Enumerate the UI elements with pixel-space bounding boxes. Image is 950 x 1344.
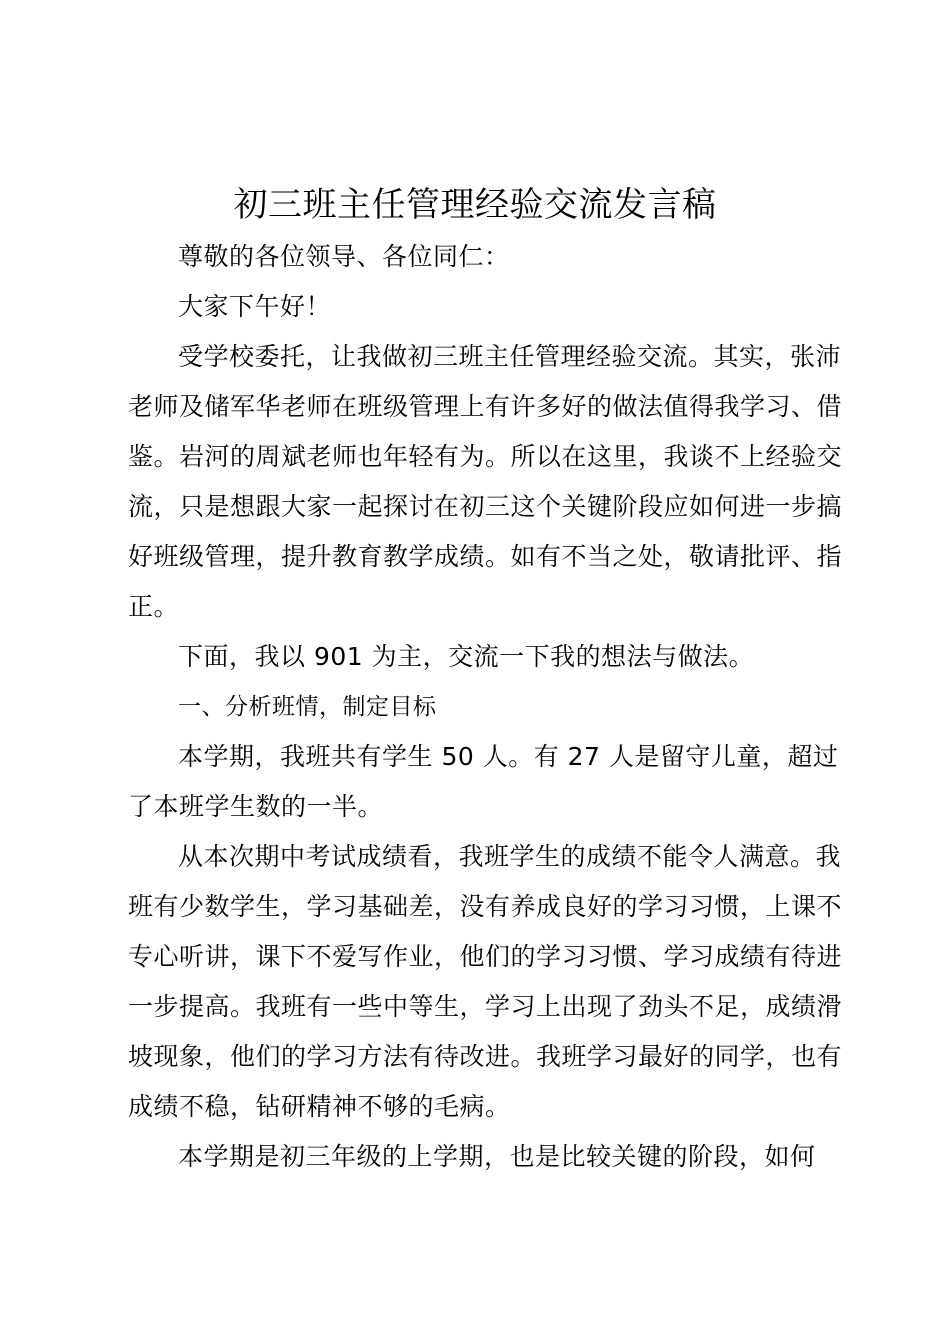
intro-paragraph: 受学校委托，让我做初三班主任管理经验交流。其实，张沛老师及储军华老师在班级管理上有许多好的做法值得我学习、借鉴。岩河的周斌老师也年轻有为。所以在这里，我谈不上经验交流，只是想跟大家一起探讨在初三这个关键阶段应如何进一步搞好班级管理，提升教育教学成绩。如有不当之处，敬请批评、指正。: [128, 342, 843, 621]
exam-analysis-paragraph: 从本次期中考试成绩看，我班学生的成绩不能令人满意。我班有少数学生，学习基础差，没有养成良好的学习习惯，上课不专心听讲，课下不爱写作业，他们的学习习惯、学习成绩有待进一步提高。我班有一些中等生，学习上出现了劲头不足，成绩滑坡现象，他们的学习方法有待改进。我班学习最好的同学，也有成绩不稳，钻研精神不够的毛病。: [128, 842, 843, 1121]
class-info-paragraph: 本学期，我班共有学生 50 人。有 27 人是留守儿童，超过了本班学生数的一半。: [128, 742, 839, 821]
document-title: 初三班主任管理经验交流发言稿: [233, 185, 717, 225]
overview-paragraph: 下面，我以 901 为主，交流一下我的想法与做法。: [178, 642, 755, 671]
semester-paragraph: 本学期是初三年级的上学期，也是比较关键的阶段，如何: [178, 1142, 816, 1171]
document-body: [128, 232, 843, 1182]
salutation-paragraph: 尊敬的各位领导、各位同仁：: [178, 242, 510, 271]
greeting-paragraph: 大家下午好！: [178, 292, 332, 321]
section-heading: 一、分析班情，制定目标: [178, 694, 437, 720]
